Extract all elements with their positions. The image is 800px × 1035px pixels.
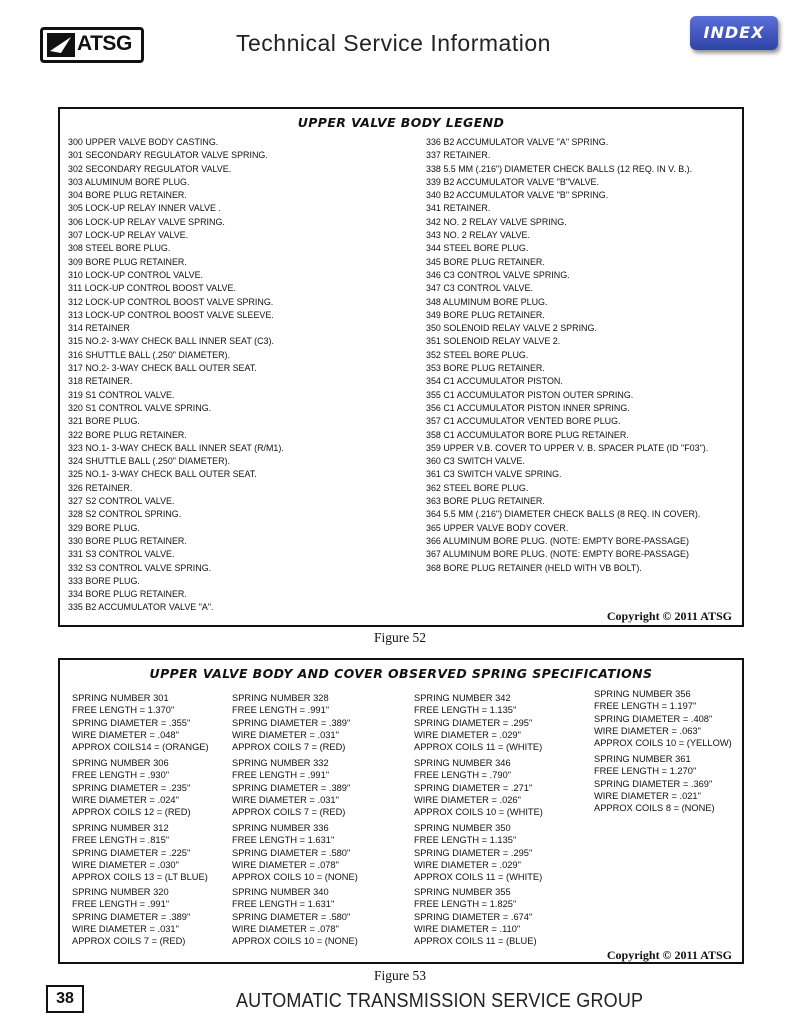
page-title: Technical Service Information [236, 30, 551, 56]
legend-item: 306 LOCK-UP RELAY VALVE SPRING. [68, 216, 225, 228]
legend-item: 359 UPPER V.B. COVER TO UPPER V. B. SPACER PLATE (ID "F03"). [426, 442, 709, 454]
spring-spec-line: WIRE DIAMETER = .031" [232, 729, 339, 740]
legend-item: 336 B2 ACCUMULATOR VALVE "A" SPRING. [426, 137, 609, 148]
spring-number: SPRING NUMBER 332 [232, 758, 329, 768]
legend-item: 310 LOCK-UP CONTROL VALVE. [68, 269, 204, 281]
page-number: 38 [46, 985, 84, 1013]
legend-item: 333 BORE PLUG. [68, 575, 140, 587]
spring-spec-block [594, 753, 764, 814]
spring-spec-line: WIRE DIAMETER = .063" [594, 725, 701, 736]
spring-spec-line: FREE LENGTH = 1.631" [232, 899, 335, 910]
spring-spec-line: FREE LENGTH = 1.631" [232, 835, 335, 846]
spring-spec-line: SPRING DIAMETER = .389" [72, 911, 191, 922]
legend-item: 341 RETAINER. [426, 203, 491, 215]
legend-box [58, 107, 744, 627]
spring-number: SPRING NUMBER 342 [414, 693, 511, 703]
legend-item: 312 LOCK-UP CONTROL BOOST VALVE SPRING. [68, 296, 274, 308]
spring-spec-line: APPROX COILS 10 = (NONE) [232, 872, 358, 883]
legend-item: 345 BORE PLUG RETAINER. [426, 256, 545, 268]
spring-spec-line: SPRING DIAMETER = .674" [414, 911, 533, 922]
spring-spec-line: WIRE DIAMETER = .048" [72, 729, 179, 740]
legend-item: 325 NO.1- 3-WAY CHECK BALL OUTER SEAT. [68, 469, 257, 481]
spring-spec-line: APPROX COILS 8 = (NONE) [594, 803, 715, 814]
legend-item: 339 B2 ACCUMULATOR VALVE "B"VALVE. [426, 176, 599, 188]
spring-spec-line: APPROX COILS 7 = (RED) [232, 807, 346, 818]
legend-item: 338 5.5 MM (.216") DIAMETER CHECK BALLS (12 REQ. IN V. B.). [426, 163, 693, 175]
spring-spec-line: WIRE DIAMETER = .030" [72, 859, 179, 870]
legend-item: 350 SOLENOID RELAY VALVE 2 SPRING. [426, 323, 597, 335]
spring-spec-line: APPROX COILS 10 = (NONE) [232, 936, 358, 947]
legend-item: 363 BORE PLUG RETAINER. [426, 496, 545, 508]
spring-spec-line: FREE LENGTH = .790" [414, 770, 512, 781]
spring-spec-block [232, 822, 402, 883]
legend-item: 365 UPPER VALVE BODY COVER. [426, 522, 569, 534]
legend-item: 348 ALUMINUM BORE PLUG. [426, 296, 548, 308]
spring-spec-line: SPRING DIAMETER = .389" [232, 717, 351, 728]
spring-spec-line: SPRING DIAMETER = .235" [72, 782, 191, 793]
spring-spec-line: WIRE DIAMETER = .026" [414, 794, 521, 805]
legend-item: 332 S3 CONTROL VALVE SPRING. [68, 562, 212, 574]
legend-item: 356 C1 ACCUMULATOR PISTON INNER SPRING. [426, 402, 630, 414]
spring-spec-block [594, 688, 764, 749]
legend-item: 327 S2 CONTROL VALVE. [68, 496, 175, 508]
legend-item: 302 SECONDARY REGULATOR VALVE. [68, 163, 232, 175]
page-header [0, 0, 800, 80]
legend-item: 309 BORE PLUG RETAINER. [68, 256, 187, 268]
spring-spec-line: SPRING DIAMETER = .355" [72, 717, 191, 728]
legend-item: 318 RETAINER. [68, 376, 133, 388]
legend-item: 358 C1 ACCUMULATOR BORE PLUG RETAINER. [426, 429, 629, 441]
atsg-logo [40, 27, 144, 63]
legend-item: 368 BORE PLUG RETAINER (HELD WITH VB BOLT). [426, 562, 642, 574]
spring-spec-line: WIRE DIAMETER = .110" [414, 923, 521, 934]
spring-spec-line: SPRING DIAMETER = .271" [414, 782, 533, 793]
logo-emblem-icon [47, 33, 75, 57]
spring-spec-line: WIRE DIAMETER = .078" [232, 859, 339, 870]
legend-item: 322 BORE PLUG RETAINER. [68, 429, 187, 441]
spring-number: SPRING NUMBER 328 [232, 693, 329, 703]
legend-item: 305 LOCK-UP RELAY INNER VALVE . [68, 203, 221, 215]
legend-item: 328 S2 CONTROL SPRING. [68, 509, 182, 521]
spring-spec-line: WIRE DIAMETER = .031" [232, 794, 339, 805]
spring-spec-block [414, 692, 584, 753]
legend-item: 360 C3 SWITCH VALVE. [426, 456, 525, 468]
spring-number: SPRING NUMBER 336 [232, 823, 329, 833]
spring-spec-block [232, 692, 402, 753]
spring-spec-line: FREE LENGTH = 1.135" [414, 705, 517, 716]
spring-spec-line: SPRING DIAMETER = .580" [232, 911, 351, 922]
legend-item: 340 B2 ACCUMULATOR VALVE "B" SPRING. [426, 190, 609, 202]
spring-spec-line: APPROX COILS14 = (ORANGE) [72, 742, 209, 753]
legend-item: 352 STEEL BORE PLUG. [426, 349, 529, 361]
spring-spec-line: FREE LENGTH = 1.197" [594, 701, 697, 712]
spring-spec-line: FREE LENGTH = .930" [72, 770, 170, 781]
spring-spec-line: APPROX COILS 12 = (RED) [72, 807, 191, 818]
legend-item: 347 C3 CONTROL VALVE. [426, 283, 533, 295]
spring-spec-block [414, 886, 584, 947]
spring-spec-line: WIRE DIAMETER = .024" [72, 794, 179, 805]
spring-spec-block [72, 822, 242, 883]
spring-number: SPRING NUMBER 355 [414, 887, 511, 897]
spring-spec-line: SPRING DIAMETER = .369" [594, 778, 713, 789]
legend-item: 335 B2 ACCUMULATOR VALVE "A". [68, 602, 214, 614]
spring-spec-block [232, 886, 402, 947]
legend-item: 344 STEEL BORE PLUG. [426, 243, 529, 255]
spring-number: SPRING NUMBER 350 [414, 823, 511, 833]
spring-spec-line: FREE LENGTH = 1.825" [414, 899, 517, 910]
spring-spec-block [414, 757, 584, 818]
legend-item: 324 SHUTTLE BALL (.250" DIAMETER). [68, 456, 231, 468]
legend-item: 366 ALUMINUM BORE PLUG. (NOTE: EMPTY BORE-PASSAGE) [426, 535, 689, 547]
spring-spec-block [414, 822, 584, 883]
legend-item: 321 BORE PLUG. [68, 416, 140, 428]
legend-item: 362 STEEL BORE PLUG. [426, 482, 529, 494]
figure-52-caption: Figure 52 [373, 630, 427, 645]
legend-item: 361 C3 SWITCH VALVE SPRING. [426, 469, 562, 481]
spring-spec-block [232, 757, 402, 818]
legend-title: UPPER VALVE BODY LEGEND [297, 115, 505, 130]
spring-spec-block [72, 886, 242, 947]
spring-spec-line: APPROX COILS 11 = (BLUE) [414, 936, 537, 947]
spring-copyright: Copyright © 2011 ATSG [606, 948, 732, 962]
legend-item: 342 NO. 2 RELAY VALVE SPRING. [426, 216, 567, 228]
spring-number: SPRING NUMBER 346 [414, 758, 511, 768]
legend-item: 343 NO. 2 RELAY VALVE. [426, 230, 530, 242]
legend-item: 300 UPPER VALVE BODY CASTING. [68, 137, 219, 148]
spring-spec-line: SPRING DIAMETER = .295" [414, 717, 533, 728]
spring-spec-line: SPRING DIAMETER = .295" [414, 847, 533, 858]
spring-number: SPRING NUMBER 301 [72, 693, 169, 703]
spring-number: SPRING NUMBER 361 [594, 754, 691, 764]
legend-item: 316 SHUTTLE BALL (.250" DIAMETER). [68, 349, 231, 361]
spring-spec-box [58, 658, 744, 964]
spring-spec-line: FREE LENGTH = .991" [232, 770, 330, 781]
spring-spec-line: WIRE DIAMETER = .029" [414, 729, 521, 740]
spring-spec-line: SPRING DIAMETER = .225" [72, 847, 191, 858]
spring-spec-line: FREE LENGTH = 1.270" [594, 766, 697, 777]
spring-spec-line: APPROX COILS 13 = (LT BLUE) [72, 872, 208, 883]
spring-spec-line: FREE LENGTH = 1.370" [72, 705, 175, 716]
legend-item: 330 BORE PLUG RETAINER. [68, 535, 187, 547]
legend-left-column [68, 136, 300, 615]
legend-item: 353 BORE PLUG RETAINER. [426, 363, 545, 375]
legend-item: 354 C1 ACCUMULATOR PISTON. [426, 376, 563, 388]
spring-spec-line: APPROX COILS 10 = (WHITE) [414, 807, 543, 818]
legend-item: 349 BORE PLUG RETAINER. [426, 309, 545, 321]
spring-spec-block [72, 757, 242, 818]
spring-spec-line: APPROX COILS 7 = (RED) [232, 742, 346, 753]
legend-item: 326 RETAINER. [68, 482, 133, 494]
spring-spec-line: SPRING DIAMETER = .580" [232, 847, 351, 858]
legend-item: 304 BORE PLUG RETAINER. [68, 190, 187, 202]
legend-item: 303 ALUMINUM BORE PLUG. [68, 176, 190, 188]
spring-spec-line: WIRE DIAMETER = .031" [72, 923, 179, 934]
spring-spec-block [72, 692, 242, 753]
legend-item: 307 LOCK-UP RELAY VALVE. [68, 230, 189, 242]
spring-spec-line: WIRE DIAMETER = .021" [594, 790, 701, 801]
spring-number: SPRING NUMBER 340 [232, 887, 329, 897]
legend-right-column [426, 136, 729, 575]
spring-spec-line: SPRING DIAMETER = .408" [594, 713, 713, 724]
spring-spec-line: FREE LENGTH = .991" [72, 899, 170, 910]
legend-item: 313 LOCK-UP CONTROL BOOST VALVE SLEEVE. [68, 309, 274, 321]
spring-spec-line: WIRE DIAMETER = .078" [232, 923, 339, 934]
spring-spec-line: FREE LENGTH = 1.135" [414, 835, 517, 846]
legend-item: 367 ALUMINUM BORE PLUG. (NOTE: EMPTY BORE-PASSAGE) [426, 549, 689, 561]
legend-item: 351 SOLENOID RELAY VALVE 2. [426, 336, 561, 348]
legend-copyright: Copyright © 2011 ATSG [606, 609, 732, 623]
legend-item: 317 NO.2- 3-WAY CHECK BALL OUTER SEAT. [68, 363, 257, 375]
spring-spec-line: FREE LENGTH = .991" [232, 705, 330, 716]
legend-item: 329 BORE PLUG. [68, 522, 140, 534]
legend-item: 323 NO.1- 3-WAY CHECK BALL INNER SEAT (R/M1). [68, 442, 284, 454]
spring-spec-line: APPROX COILS 11 = (WHITE) [414, 742, 543, 753]
spring-spec-line: APPROX COILS 11 = (WHITE) [414, 872, 543, 883]
legend-item: 314 RETAINER [68, 323, 130, 335]
footer-text: AUTOMATIC TRANSMISSION SERVICE GROUP [236, 990, 644, 1012]
spring-number: SPRING NUMBER 356 [594, 689, 691, 699]
legend-item: 301 SECONDARY REGULATOR VALVE SPRING. [68, 150, 268, 162]
figure-53-caption: Figure 53 [373, 968, 427, 983]
legend-item: 346 C3 CONTROL VALVE SPRING. [426, 269, 570, 281]
spring-spec-title: UPPER VALVE BODY AND COVER OBSERVED SPRING SPECIFICATIONS [149, 666, 653, 681]
index-button[interactable]: INDEX [690, 16, 778, 50]
spring-spec-line: WIRE DIAMETER = .029" [414, 859, 521, 870]
legend-item: 364 5.5 MM (.216") DIAMETER CHECK BALLS (8 REQ. IN COVER). [426, 509, 701, 521]
spring-spec-line: APPROX COILS 7 = (RED) [72, 936, 186, 947]
legend-item: 308 STEEL BORE PLUG. [68, 243, 171, 255]
logo-text: ATSG [77, 32, 132, 55]
legend-item: 357 C1 ACCUMULATOR VENTED BORE PLUG. [426, 416, 621, 428]
spring-number: SPRING NUMBER 312 [72, 823, 169, 833]
spring-spec-line: SPRING DIAMETER = .389" [232, 782, 351, 793]
spring-spec-line: FREE LENGTH = .815" [72, 835, 170, 846]
legend-item: 355 C1 ACCUMULATOR PISTON OUTER SPRING. [426, 389, 634, 401]
legend-item: 337 RETAINER. [426, 150, 491, 162]
legend-item: 320 S1 CONTROL VALVE SPRING. [68, 402, 212, 414]
spring-number: SPRING NUMBER 306 [72, 758, 169, 768]
spring-spec-line: APPROX COILS 10 = (YELLOW) [594, 738, 732, 749]
legend-item: 319 S1 CONTROL VALVE. [68, 389, 175, 401]
legend-item: 331 S3 CONTROL VALVE. [68, 549, 175, 561]
legend-item: 311 LOCK-UP CONTROL BOOST VALVE. [68, 283, 236, 295]
legend-item: 334 BORE PLUG RETAINER. [68, 589, 187, 601]
spring-number: SPRING NUMBER 320 [72, 887, 169, 897]
legend-item: 315 NO.2- 3-WAY CHECK BALL INNER SEAT (C3). [68, 336, 274, 348]
